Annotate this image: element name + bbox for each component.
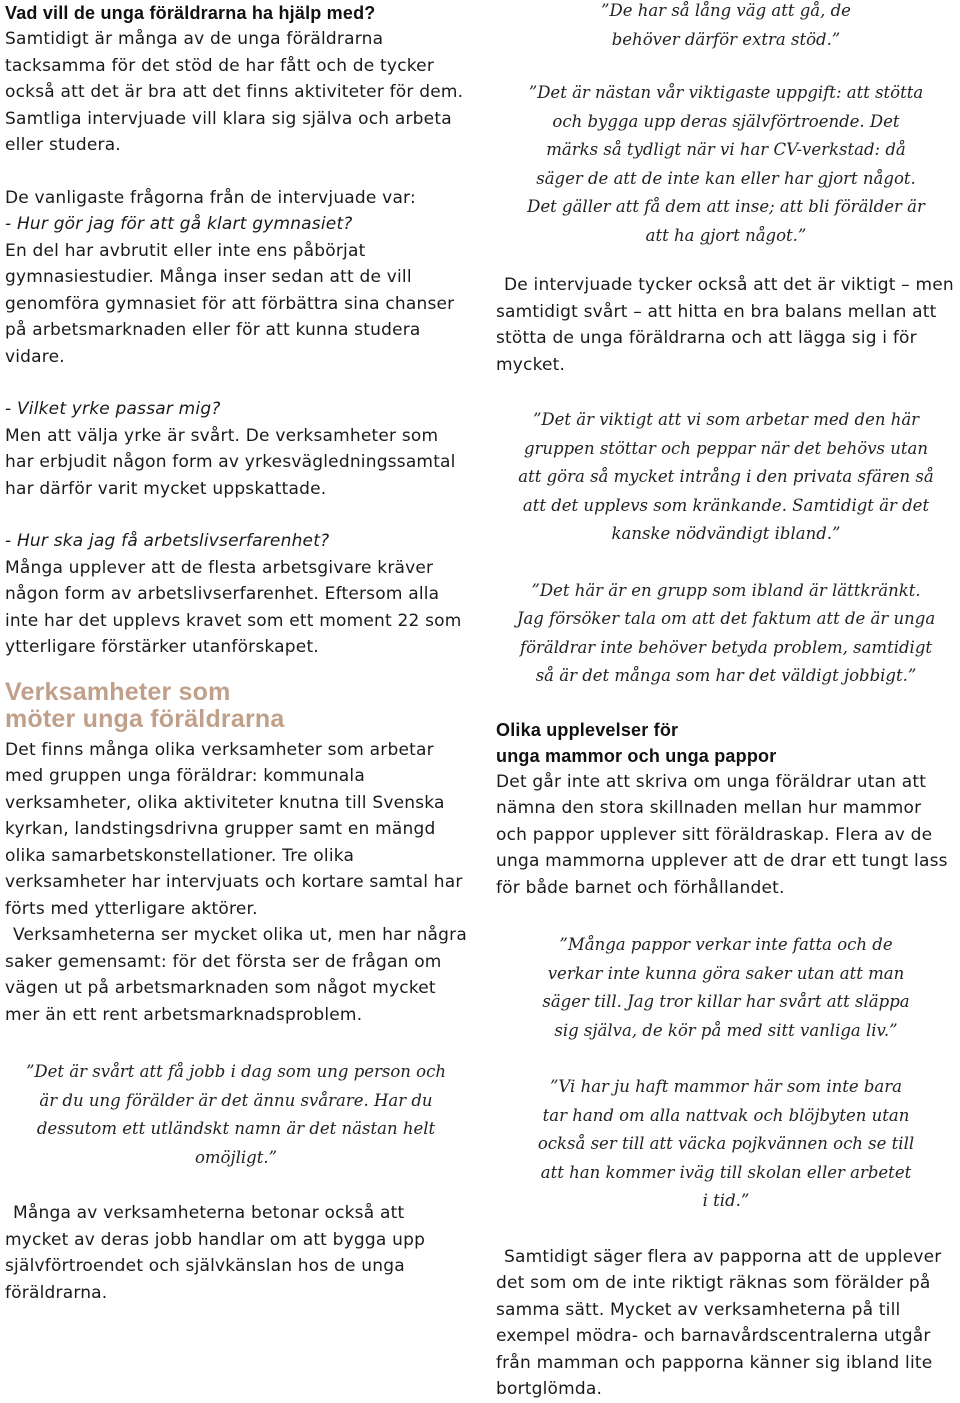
closing-paragraph: Många av verksamheterna betonar också att mycket av deras jobb handlar om att bygga upp självförtroendet och självkänslan hos de unga föräldrarna. [5, 1203, 426, 1303]
question-profession: - Vilket yrke passar mig? [5, 399, 221, 419]
heading-experiences-2: unga mammor och unga pappor [496, 745, 777, 766]
heading-help-needs: Vad vill de unga föräldrarna ha hjälp med? [5, 3, 376, 23]
answer-gymnasium: En del har avbrutit eller inte ens påbörjat gymnasiestudier. Många inser sedan att de vill genomföra gymnasiet för att förbättra sina chanser på arbetsmarknaden eller för att kunna studera vidare. [5, 240, 455, 367]
questions-intro: De vanligaste frågorna från de intervjuade var: [5, 187, 416, 208]
quote-jobs: ”Det är svårt att få jobb i dag som ung person och är du ung förälder är det ännu svårare. Har du dessutom ett utländskt namn är det nästan helt omöjligt.” [26, 1062, 446, 1167]
answer-profession: Men att välja yrke är svårt. De verksamheter som har erbjudit någon form av yrkesvägledningssamtal har därför varit mycket uppskattade. [5, 425, 456, 499]
question-gymnasium: - Hur gör jag för att gå klart gymnasiet? [5, 214, 353, 234]
quote-long-way: ”De har så lång väg att gå, de behöver därför extra stöd.” [601, 1, 851, 49]
left-column [5, 0, 467, 1306]
intro-paragraph: Samtidigt är många av de unga föräldrarna tacksamma för det stöd de har fått och de tycker också att det är bra att det finns aktiviteter för dem. Samtliga intervjuade vill klara sig själva och arbeta eller studera. [5, 29, 464, 155]
section-title-line-1: Verksamheter som [5, 677, 231, 706]
question-work-experience: - Hur ska jag få arbetslivserfarenhet? [5, 531, 330, 551]
quote-sensitive-group: ”Det här är en grupp som ibland är lättkränkt. Jag försöker tala om att det faktum att de är unga föräldrar inte behöver betyda problem, samtidigt så är det många som har det väldigt jobbigt.” [516, 580, 936, 685]
right-column [496, 0, 956, 1403]
fathers-paragraph: Samtidigt säger flera av papporna att de upplever det som om de inte riktigt räknas som förälder på samma sätt. Mycket av verksamheterna på till exempel mödra- och barnavårdscentralerna utgår från mamman och papporna känner sig ibland lite bortglömda. [496, 1246, 942, 1399]
section-title-line-2: möter unga föräldrarna [5, 704, 285, 733]
quote-support: ”Det är viktigt att vi som arbetar med den här gruppen stöttar och peppar när det behövs utan att göra så mycket intrång i den privata sfären så att det upplevs som kränkande. Samtidigt är det kanske nödvändigt ibland.” [518, 410, 934, 543]
parents-paragraph: Det går inte att skriva om unga föräldrar utan att nämna den stora skillnaden mellan hur mammor och pappor upplever sitt föräldraskap. Flera av de unga mammorna upplever att de drar ett tungt lass för både barnet och förhållandet. [496, 771, 948, 898]
section-title-organisations [5, 679, 467, 733]
quote-fathers: ”Många pappor verkar inte fatta och de verkar inte kunna göra saker utan att man säger till. Jag tror killar har svårt att släppa sig själva, de kör på med sitt vanliga liv.” [542, 935, 910, 1040]
organisations-paragraph-2: Verksamheterna ser mycket olika ut, men har några saker gemensamt: för det första ser de frågan om vägen ut på arbetsmarknaden som något mycket mer än ett rent arbetsmarknadsproblem. [5, 925, 467, 1025]
heading-experiences-1: Olika upplevelser för [496, 719, 679, 740]
answer-work-experience: Många upplever att de flesta arbetsgivare kräver någon form av arbetslivserfarenhet. Eftersom alla inte har det upplevs kravet som ett moment 22 som ytterligare förstärker utanförskapet. [5, 557, 462, 657]
balance-paragraph: De intervjuade tycker också att det är viktigt – men samtidigt svårt – att hitta en bra balans mellan att stötta de unga föräldrarna och att lägga sig i för mycket. [496, 275, 954, 375]
quote-self-confidence: ”Det är nästan vår viktigaste uppgift: att stötta och bygga upp deras självförtroende. Det märks så tydligt när vi har CV-verkstad: då säger de att de inte kan eller har gjort något. Det gäller att få dem att inse; att bli förälder är att ha gjort något.” [527, 83, 925, 245]
quote-mothers: ”Vi har ju haft mammor här som inte bara tar hand om alla nattvak och blöjbyten utan också ser till att väcka pojkvännen och se till att han kommer iväg till skolan eller arbetet i tid.” [537, 1077, 915, 1210]
organisations-paragraph-1: Det finns många olika verksamheter som arbetar med gruppen unga föräldrar: kommunala verksamheter, olika aktiviteter knutna till Svenska kyrkan, landstingsdrivna grupper samt en mängd olika samarbetskonstellationer. Tre olika verksamheter har intervjuats och kortare samtal har förts med ytterligare aktörer. [5, 739, 463, 919]
